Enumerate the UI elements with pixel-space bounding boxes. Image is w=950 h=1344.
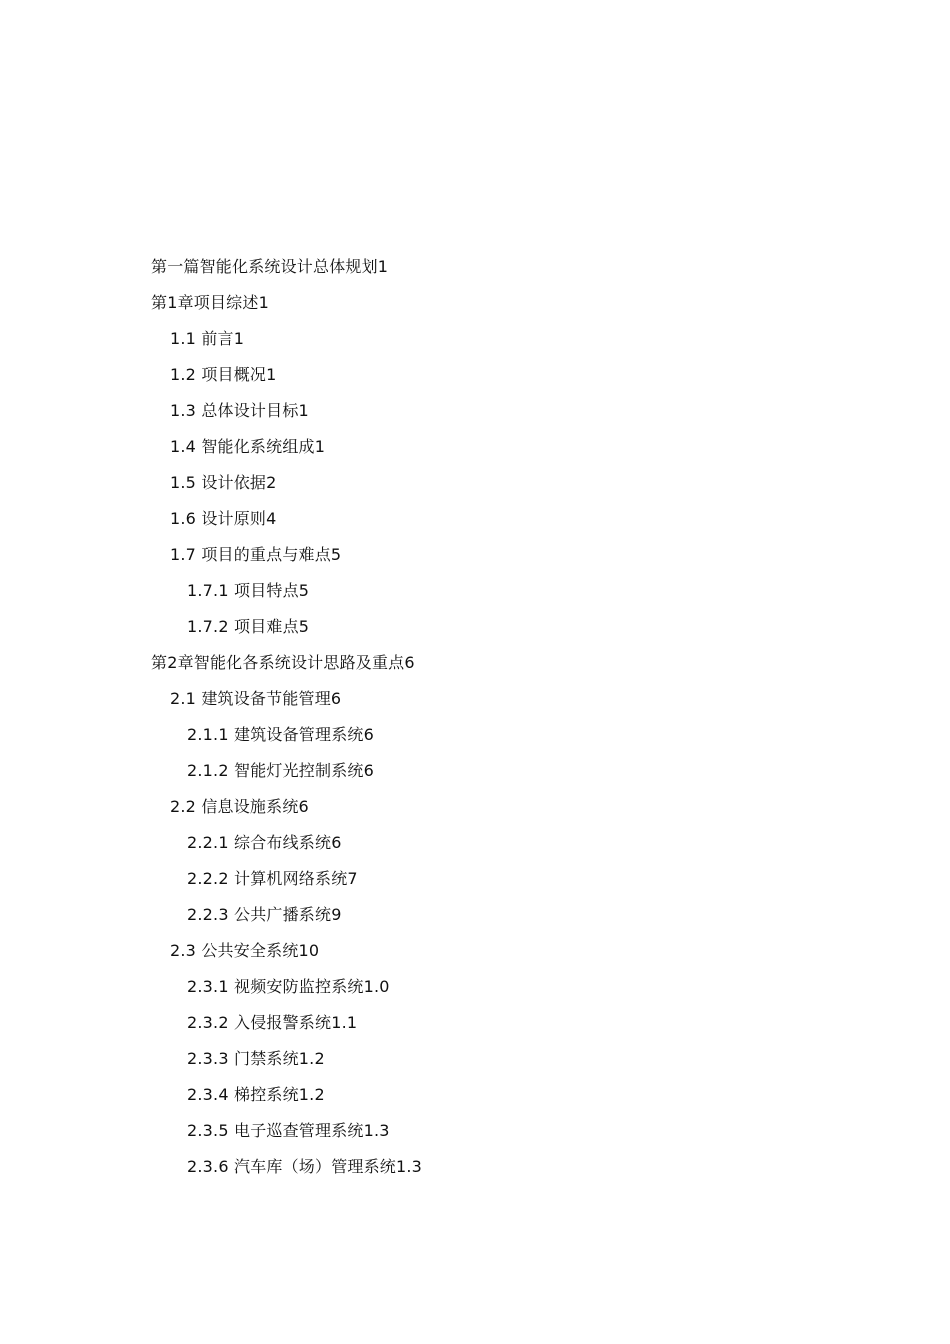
- toc-entry-chapter-2: 第2章智能化各系统设计思路及重点6: [151, 653, 415, 672]
- toc-entry-2-3-6: 2.3.6 汽车库（场）管理系统1.3: [187, 1157, 423, 1176]
- toc-entry-2-2-3: 2.2.3 公共广播系统9: [187, 905, 342, 924]
- toc-entry-2-1-2: 2.1.2 智能灯光控制系统6: [187, 761, 374, 780]
- toc-entry-part-1: 第一篇智能化系统设计总体规划1: [151, 257, 389, 276]
- toc-entry-1-1: 1.1 前言1: [170, 329, 245, 348]
- toc-entry-1-6: 1.6 设计原则4: [170, 509, 277, 528]
- toc-entry-2-3-4: 2.3.4 梯控系统1.2: [187, 1085, 325, 1104]
- toc-entry-1-7-2: 1.7.2 项目难点5: [187, 617, 310, 636]
- toc-entry-2-2: 2.2 信息设施系统6: [170, 797, 309, 816]
- toc-entry-1-5: 1.5 设计依据2: [170, 473, 277, 492]
- toc-entry-2-3-1: 2.3.1 视频安防监控系统1.0: [187, 977, 390, 996]
- toc-entry-2-3-3: 2.3.3 门禁系统1.2: [187, 1049, 325, 1068]
- toc-entry-2-2-2: 2.2.2 计算机网络系统7: [187, 869, 358, 888]
- toc-entry-1-4: 1.4 智能化系统组成1: [170, 437, 326, 456]
- table-of-contents: [151, 249, 422, 1185]
- toc-entry-1-2: 1.2 项目概况1: [170, 365, 277, 384]
- toc-entry-1-7-1: 1.7.1 项目特点5: [187, 581, 310, 600]
- toc-entry-2-3-5: 2.3.5 电子巡查管理系统1.3: [187, 1121, 390, 1140]
- toc-entry-2-2-1: 2.2.1 综合布线系统6: [187, 833, 342, 852]
- toc-entry-1-7: 1.7 项目的重点与难点5: [170, 545, 342, 564]
- toc-entry-2-1: 2.1 建筑设备节能管理6: [170, 689, 342, 708]
- toc-entry-2-1-1: 2.1.1 建筑设备管理系统6: [187, 725, 374, 744]
- toc-entry-chapter-1: 第1章项目综述1: [151, 293, 269, 312]
- toc-entry-2-3: 2.3 公共安全系统10: [170, 941, 320, 960]
- toc-entry-2-3-2: 2.3.2 入侵报警系统1.1: [187, 1013, 358, 1032]
- toc-entry-1-3: 1.3 总体设计目标1: [170, 401, 309, 420]
